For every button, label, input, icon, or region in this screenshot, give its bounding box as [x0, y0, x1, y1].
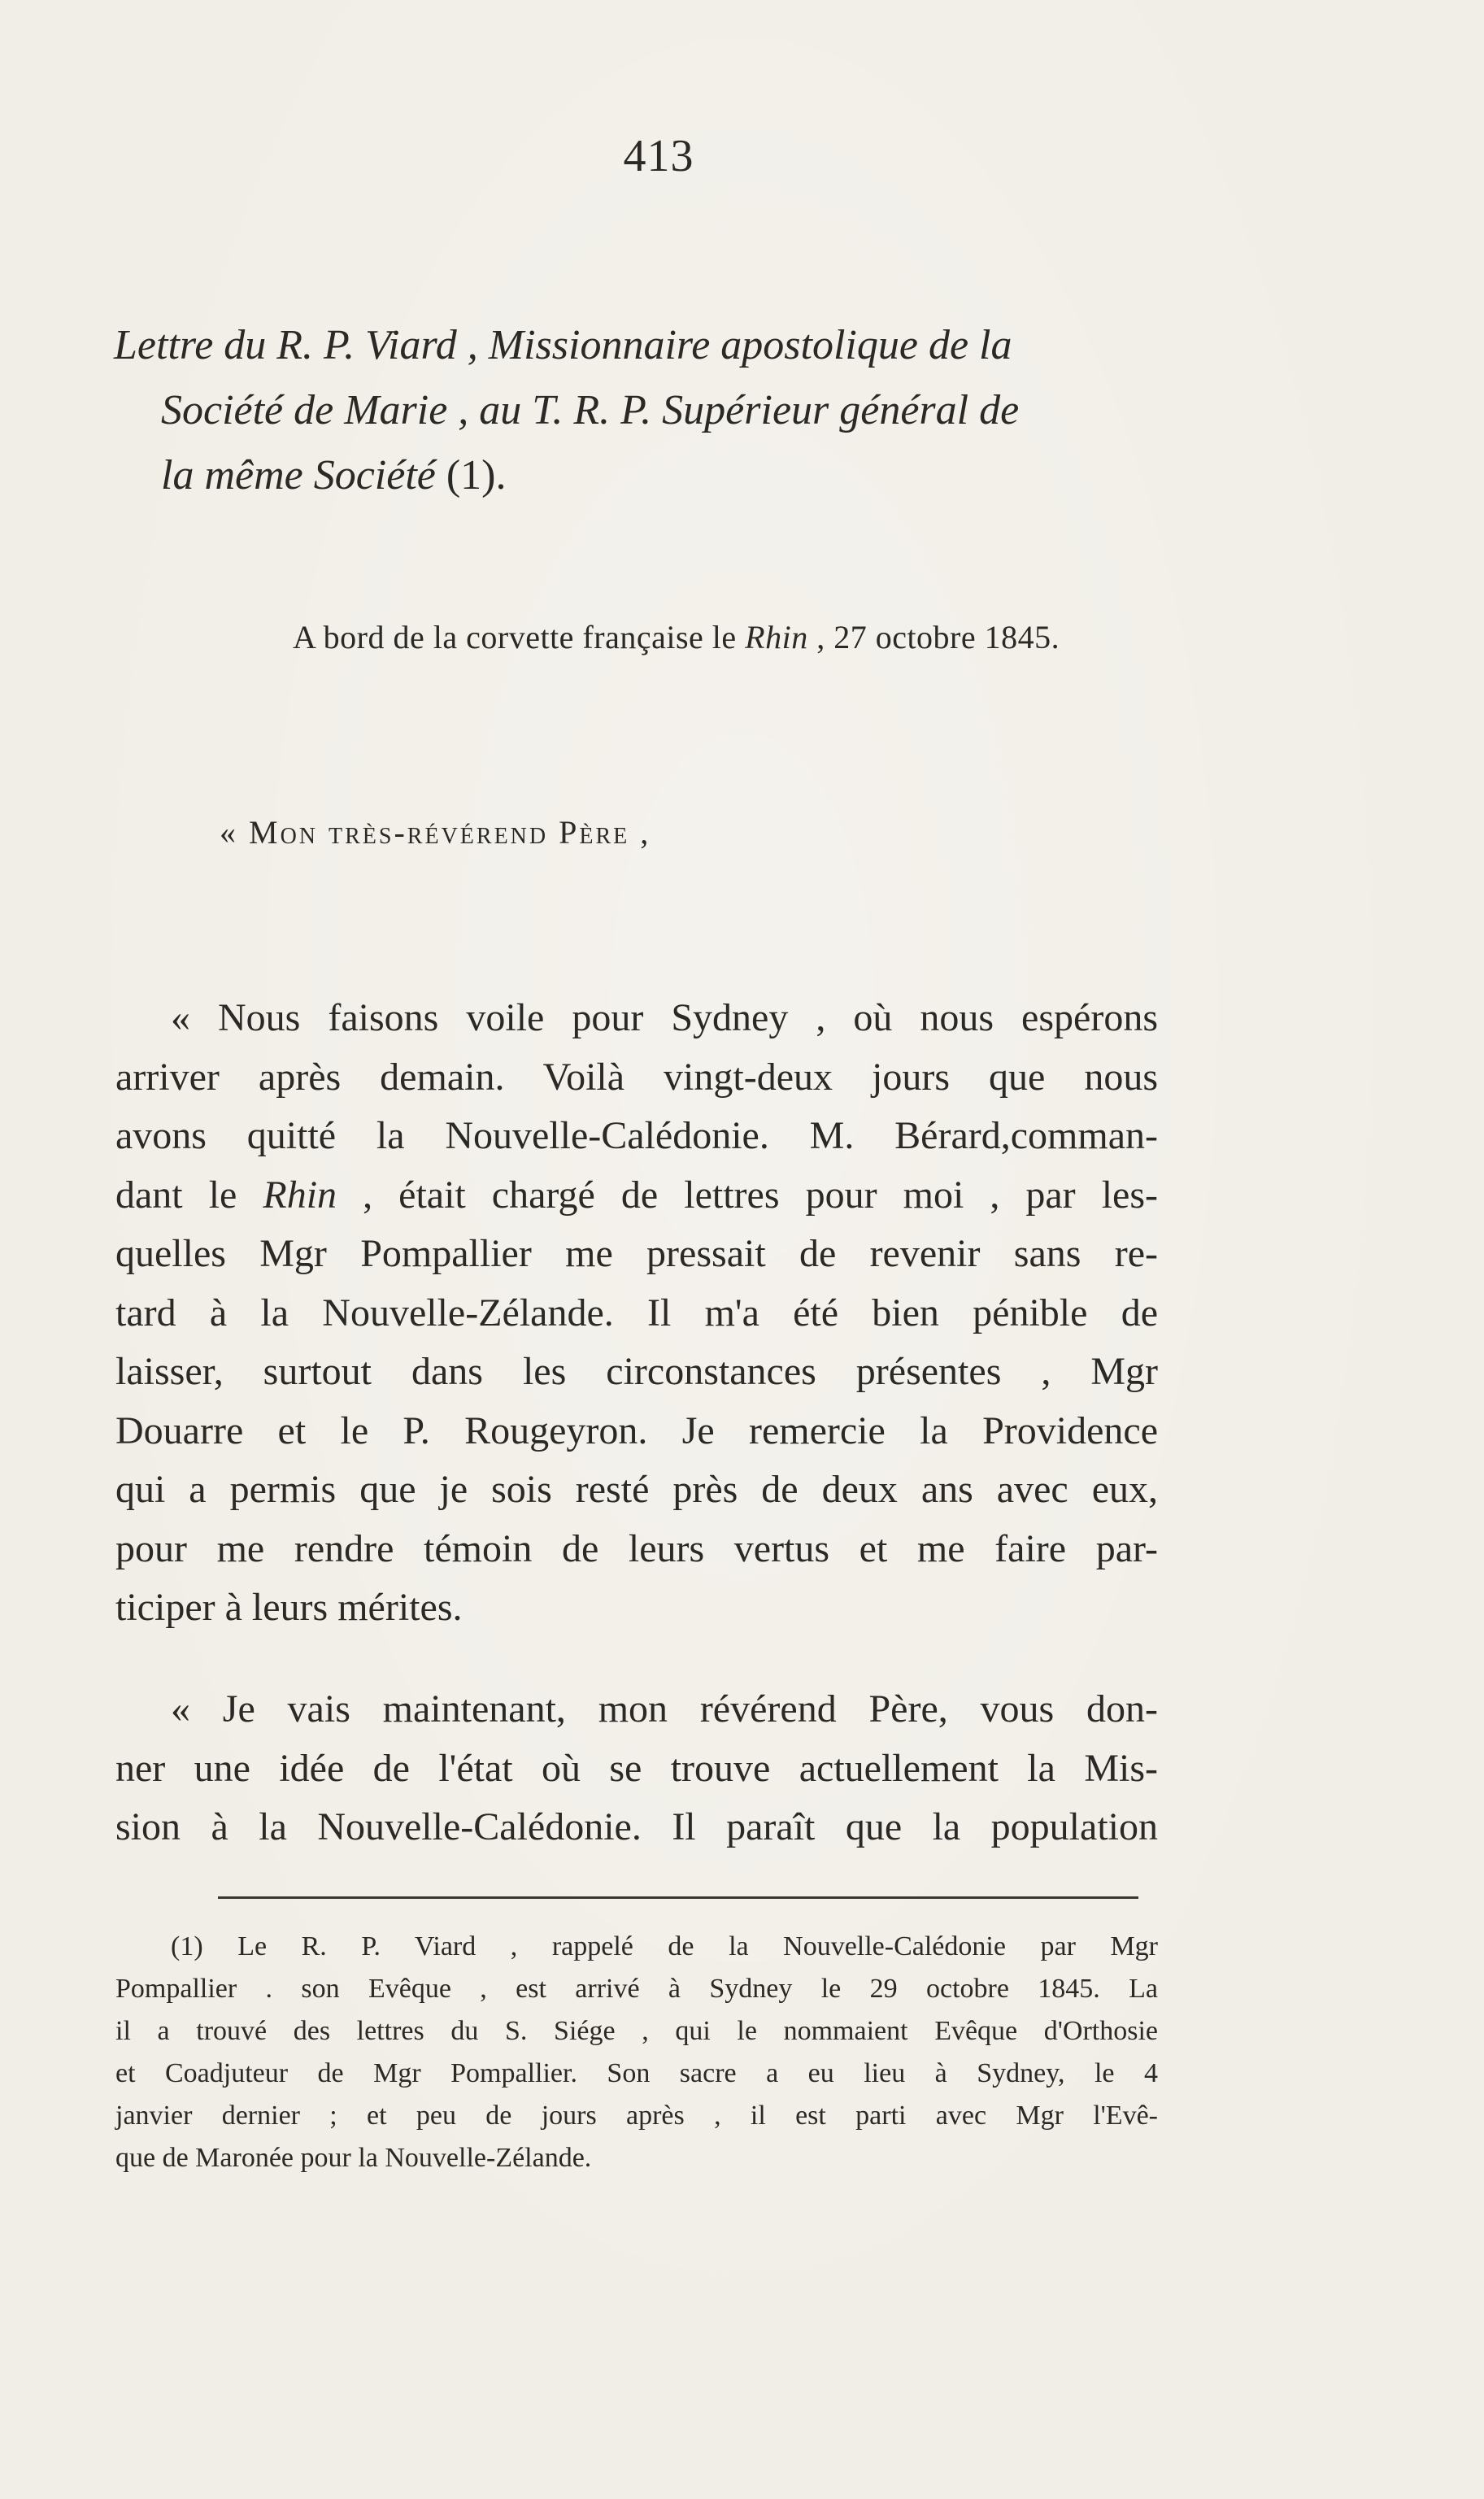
- text-line: tard à la Nouvelle-Zélande. Il m'a été bien pénible de: [115, 1291, 1158, 1334]
- heading-line-3-text: la même Société: [161, 452, 436, 498]
- text-line: dant le Rhin , était chargé de lettres pour moi , par les-: [115, 1173, 1159, 1217]
- dateline-suffix: , 27 octobre 1845.: [807, 619, 1060, 655]
- footnote-line: et Coadjuteur de Mgr Pompallier. Son sacre a eu lieu à Sydney, le 4: [115, 2058, 1158, 2088]
- footnote-divider: [218, 1896, 1138, 1899]
- footnote-reference: (1).: [435, 452, 507, 498]
- dateline-ship-name: Rhin: [745, 619, 808, 655]
- letter-heading: [114, 313, 1163, 508]
- footnote-line: (1) Le R. P. Viard , rappelé de la Nouvelle-Calédonie par Mgr: [171, 1931, 1158, 1961]
- heading-line-2: Société de Marie , au T. R. P. Supérieur général de: [161, 387, 1020, 433]
- text-line: Douarre et le P. Rougeyron. Je remercie la Providence: [115, 1408, 1158, 1452]
- page-number: 413: [623, 131, 694, 181]
- footnote-line: il a trouvé des lettres du S. Siége , qui le nommaient Evêque d'Orthosie: [115, 2016, 1158, 2046]
- text-line: quelles Mgr Pompallier me pressait de revenir sans re-: [115, 1232, 1158, 1275]
- text-line: laisser, surtout dans les circonstances présentes , Mgr: [115, 1350, 1158, 1393]
- text-line: ner une idée de l'état où se trouve actuellement la Mis-: [115, 1746, 1158, 1790]
- heading-line-1: Lettre du R. P. Viard , Missionnaire apostolique de la: [114, 322, 1012, 368]
- text-line: arriver après demain. Voilà vingt-deux jours que nous: [115, 1055, 1158, 1099]
- footnote-line: que de Maronée pour la Nouvelle-Zélande.: [115, 2143, 592, 2173]
- text-line: « Nous faisons voile pour Sydney , où nous espérons: [171, 996, 1158, 1039]
- footnote-line: Pompallier . son Evêque , est arrivé à Sydney le 29 octobre 1845. La: [115, 1974, 1158, 2004]
- paragraph-2: [115, 1680, 1158, 1857]
- text-line: qui a permis que je sois resté près de deux ans avec eux,: [115, 1468, 1158, 1511]
- text-line: pour me rendre témoin de leurs vertus et me faire par-: [115, 1526, 1158, 1570]
- text-line: avons quitté la Nouvelle-Calédonie. M. Bérard,comman-: [115, 1114, 1158, 1157]
- dateline-prefix: A bord de la corvette française le: [293, 619, 746, 655]
- footnote-line: janvier dernier ; et peu de jours après , il est parti avec Mgr l'Evê-: [115, 2101, 1158, 2131]
- heading-line-3: [114, 443, 1163, 508]
- text-line: « Je vais maintenant, mon révérend Père, vous don-: [171, 1687, 1158, 1731]
- text-line: sion à la Nouvelle-Calédonie. Il paraît que la population: [115, 1805, 1158, 1848]
- ship-name-italic: Rhin: [263, 1173, 337, 1217]
- salutation: « Mon très-révérend Père ,: [220, 814, 651, 851]
- dateline: [293, 618, 1155, 656]
- paragraph-1: [115, 989, 1158, 1638]
- text-line: ticiper à leurs mérites.: [115, 1586, 463, 1629]
- footnote: [115, 1926, 1158, 2179]
